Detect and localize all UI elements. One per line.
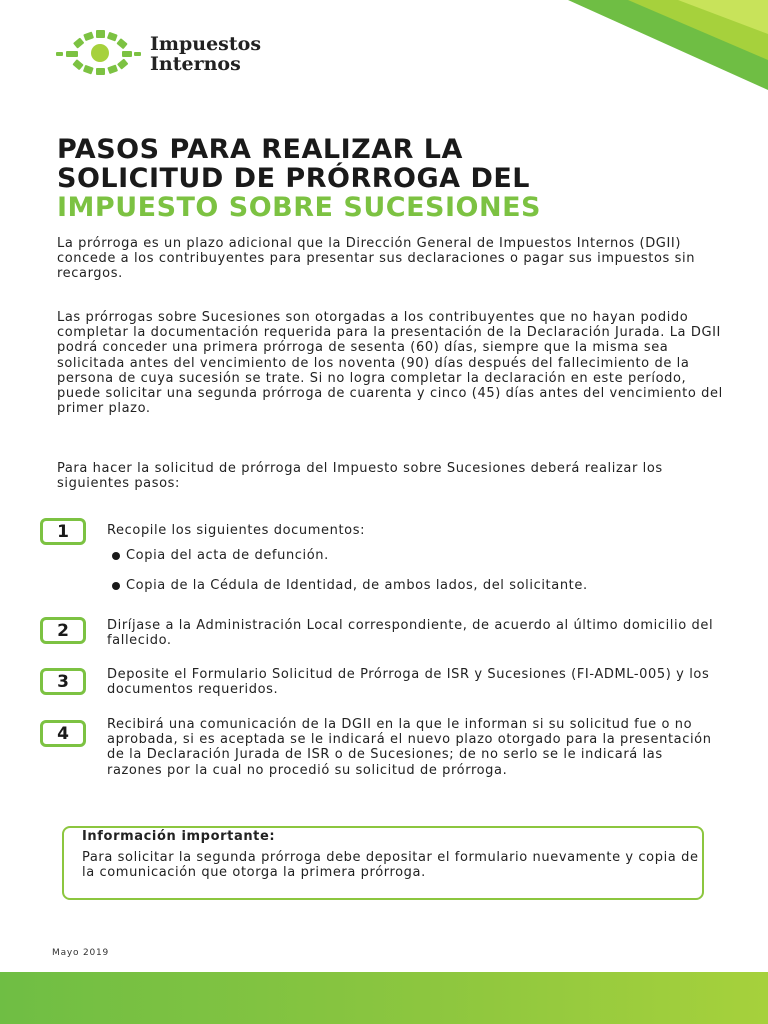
step-number-2: 2	[40, 617, 86, 644]
intro-paragraph-1: La prórroga es un plazo adicional que la Dirección General de Impuestos Internos (DGII) concede a los contribuyentes para presentar sus declaraciones o pagar sus impuestos sin recargos.	[57, 236, 696, 282]
title-line1: PASOS PARA REALIZAR LA	[57, 134, 463, 165]
sun-burst-logo-icon	[56, 28, 146, 76]
list-item	[112, 578, 652, 593]
logo-wordmark	[150, 34, 261, 74]
list-item	[112, 548, 652, 563]
step-text-1: Recopile los siguientes documentos:	[107, 523, 366, 538]
step-text-2: Diríjase a la Administración Local correspondiente, de acuerdo al último domicilio del fallecido.	[107, 618, 714, 649]
bullet-dot-icon	[112, 582, 120, 590]
bullet-dot-icon	[112, 552, 120, 560]
step-text-4: Recibirá una comunicación de la DGII en la que le informan si su solicitud fue o no aprobada, si es aceptada se le indicará el nuevo plazo otorgado para la presentación de la Declaración Jurada de ISR o de Sucesiones; de no serlo se le indicará las razones por la cual no procedió su solicitud de prórroga.	[107, 717, 712, 778]
info-title: Información importante:	[82, 829, 276, 844]
intro-paragraph-2: Las prórrogas sobre Sucesiones son otorgadas a los contribuyentes que no hayan podido completar la documentación requerida para la presentación de la Declaración Jurada. La DGII podrá conceder una primera prórroga de sesenta (60) días, siempre que la misma sea solicitada antes del vencimiento de los noventa (90) días después del fallecimiento de la persona de cuya sucesión se trate. Si no logra completar la declaración en este período, puede solicitar una segunda prórroga de cuarenta y cinco (45) días antes del vencimiento del primer plazo.	[57, 310, 723, 417]
dgii-logo	[56, 28, 356, 76]
corner-decoration	[528, 0, 768, 90]
title-line2: SOLICITUD DE PRÓRROGA DEL	[57, 163, 531, 194]
title-line3: IMPUESTO SOBRE SUCESIONES	[57, 192, 541, 223]
step-number-3: 3	[40, 668, 86, 695]
step-text-3: Deposite el Formulario Solicitud de Prórroga de ISR y Sucesiones (FI-ADML-005) y los documentos requeridos.	[107, 667, 710, 698]
bullet-text: Copia del acta de defunción.	[126, 548, 329, 563]
page-title	[57, 135, 747, 222]
intro-paragraph-3: Para hacer la solicitud de prórroga del Impuesto sobre Sucesiones deberá realizar los siguientes pasos:	[57, 461, 663, 492]
bullet-text: Copia de la Cédula de Identidad, de ambos lados, del solicitante.	[126, 578, 588, 593]
logo-line1: Impuestos	[150, 33, 262, 55]
step-number-1: 1	[40, 518, 86, 545]
logo-line2: Internos	[150, 53, 241, 75]
info-text: Para solicitar la segunda prórroga debe depositar el formulario nuevamente y copia de la comunicación que otorga la primera prórroga.	[82, 850, 699, 881]
publication-date: Mayo 2019	[52, 948, 110, 958]
step-number-4: 4	[40, 720, 86, 747]
footer-bar	[0, 972, 768, 1024]
